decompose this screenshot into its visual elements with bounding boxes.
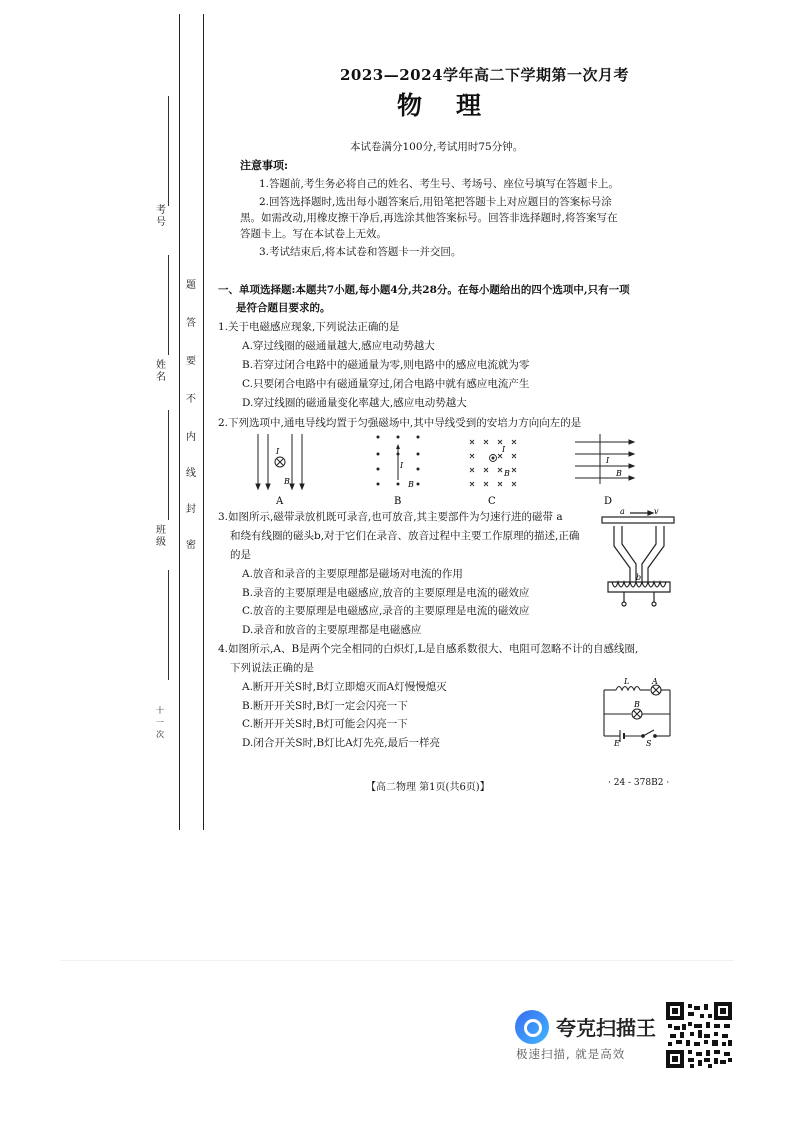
warning-char: 题 [186,280,196,291]
q3-stem-line: 的是 [230,549,251,561]
margin-line [203,14,204,830]
scanner-brand: 夸克扫描王 [556,1016,656,1040]
q2-figure-d [575,434,634,484]
q2-sym-b: B [616,469,622,478]
section-heading-cont: 是符合题目要求的。 [236,302,331,314]
q3-fig-label-v: v [654,507,659,516]
q4-fig-label-s: S [646,739,652,748]
q2-figures [240,432,640,507]
scanner-logo-icon [515,1010,549,1044]
q1-option-c: C.只要闭合电路中有磁通量穿过,闭合电路中就有感应电流产生 [242,378,530,390]
q2-sym-i: I [276,447,280,456]
q3-fig-label-a: a [620,507,625,516]
q4-option-c: C.断开开关S时,B灯可能会闪亮一下 [242,718,408,730]
q4-stem-line: 4.如图所示,A、B是两个完全相同的白炽灯,L是自感系数很大、电阻可忽略不计的自感线圈, [218,643,639,655]
q2-sym-b: B [284,477,290,486]
qr-code-icon[interactable] [666,1002,732,1068]
q2-label-b: B [394,496,402,507]
notice-line: 3.考试结束后,将本试卷和答题卡一并交回。 [259,246,462,258]
q2-sym-i: I [606,456,610,465]
warning-char: 内 [186,432,196,443]
warning-char: 密 [186,540,196,551]
subject-title: 物理 [397,91,516,120]
notice-heading: 注意事项: [240,159,289,172]
q4-fig-label-l: L [624,677,630,686]
q3-option-a: A.放音和录音的主要原理都是磁场对电流的作用 [242,568,463,580]
warning-char: 线 [186,468,196,479]
notice-line: 答题卡上。写在本试卷上无效。 [240,228,387,240]
exam-no-blank [168,96,169,206]
seat-blank [168,570,169,680]
q4-option-a: A.断开开关S时,B灯立即熄灭而A灯慢慢熄灭 [242,681,447,693]
q3-option-b: B.录音的主要原理是电磁感应,放音的主要原理是电流的磁效应 [242,587,530,599]
exam-no-label: 考号 [156,205,166,228]
scan-divider [60,960,734,961]
paper-code: · 24 - 378B2 · [608,778,670,788]
q4-stem-line: 下列说法正确的是 [230,662,314,674]
exam-title: 2023—2024学年高二下学期第一次月考 [340,66,629,84]
class-label: 班级 [156,525,166,548]
q3-fig-label-b: b [636,573,642,582]
class-blank [168,410,169,520]
warning-char: 封 [186,504,196,515]
q4-fig-label-e: E [614,739,620,748]
q3-stem-line: 和绕有线圈的磁头b,对于它们在录音、放音过程中主要工作原理的描述,正确 [230,530,580,542]
margin-line [179,14,180,830]
name-blank [168,255,169,355]
q4-fig-label-a: A [652,677,658,686]
q4-option-b: B.断开开关S时,B灯一定会闪亮一下 [242,700,408,712]
q4-fig-label-b: B [634,700,640,709]
q3-stem-line: 3.如图所示,磁带录放机既可录音,也可放音,其主要部件为匀速行进的磁带 a [218,511,563,523]
score-time-note: 本试卷满分100分,考试用时75分钟。 [350,141,524,153]
q1-option-b: B.若穿过闭合电路中的磁通量为零,则电路中的感应电流就为零 [242,359,530,371]
warning-char: 要 [186,356,196,367]
q3-option-c: C.放音的主要原理是电磁感应,录音的主要原理是电流的磁效应 [242,605,530,617]
notice-line: 1.答题前,考生务必将自己的姓名、考生号、考场号、座位号填写在答题卡上。 [259,178,619,190]
q2-label-d: D [604,496,613,507]
q1-option-a: A.穿过线圈的磁通量越大,感应电动势越大 [242,340,435,352]
q3-tape-head-diagram [600,506,678,610]
q3-option-d: D.录音和放音的主要原理都是电磁感应 [242,624,422,636]
q4-option-d: D.闭合开关S时,B灯比A灯先亮,最后一样亮 [242,737,441,749]
q2-figure-c [470,440,516,486]
q2-label-c: C [488,496,496,507]
page-footer: 【高二物理 第1页(共6页)】 [366,782,490,793]
q2-figure-a [256,434,304,489]
q2-sym-i: I [400,461,404,470]
q2-stem: 2.下列选项中,通电导线均置于匀强磁场中,其中导线受到的安培力方向向左的是 [218,417,582,429]
warning-char: 答 [186,318,196,329]
q1-option-d: D.穿过线圈的磁通量变化率越大,感应电动势越大 [242,397,467,409]
section-heading: 一、单项选择题:本题共7小题,每小题4分,共28分。在每小题给出的四个选项中,只有一项 [218,284,630,296]
q2-sym-i: I [502,445,506,454]
notice-line: 黑。如需改动,用橡皮擦干净后,再选涂其他答案标号。回答非选择题时,将答案写在 [240,212,618,224]
q2-sym-b: B [504,469,510,478]
q4-circuit-diagram [598,676,678,748]
q2-sym-b: B [408,480,414,489]
notice-line: 2.回答选择题时,选出每小题答案后,用铅笔把答题卡上对应题目的答案标号涂 [259,196,612,208]
q2-figure-b [377,436,420,486]
q1-stem: 1.关于电磁感应现象,下列说法正确的是 [218,321,400,333]
warning-char: 不 [186,394,196,405]
q2-label-a: A [276,496,284,507]
name-label: 姓名 [156,360,166,383]
scanner-slogan: 极速扫描, 就是高效 [516,1047,626,1061]
seat-mark: 十一次 [156,706,164,739]
